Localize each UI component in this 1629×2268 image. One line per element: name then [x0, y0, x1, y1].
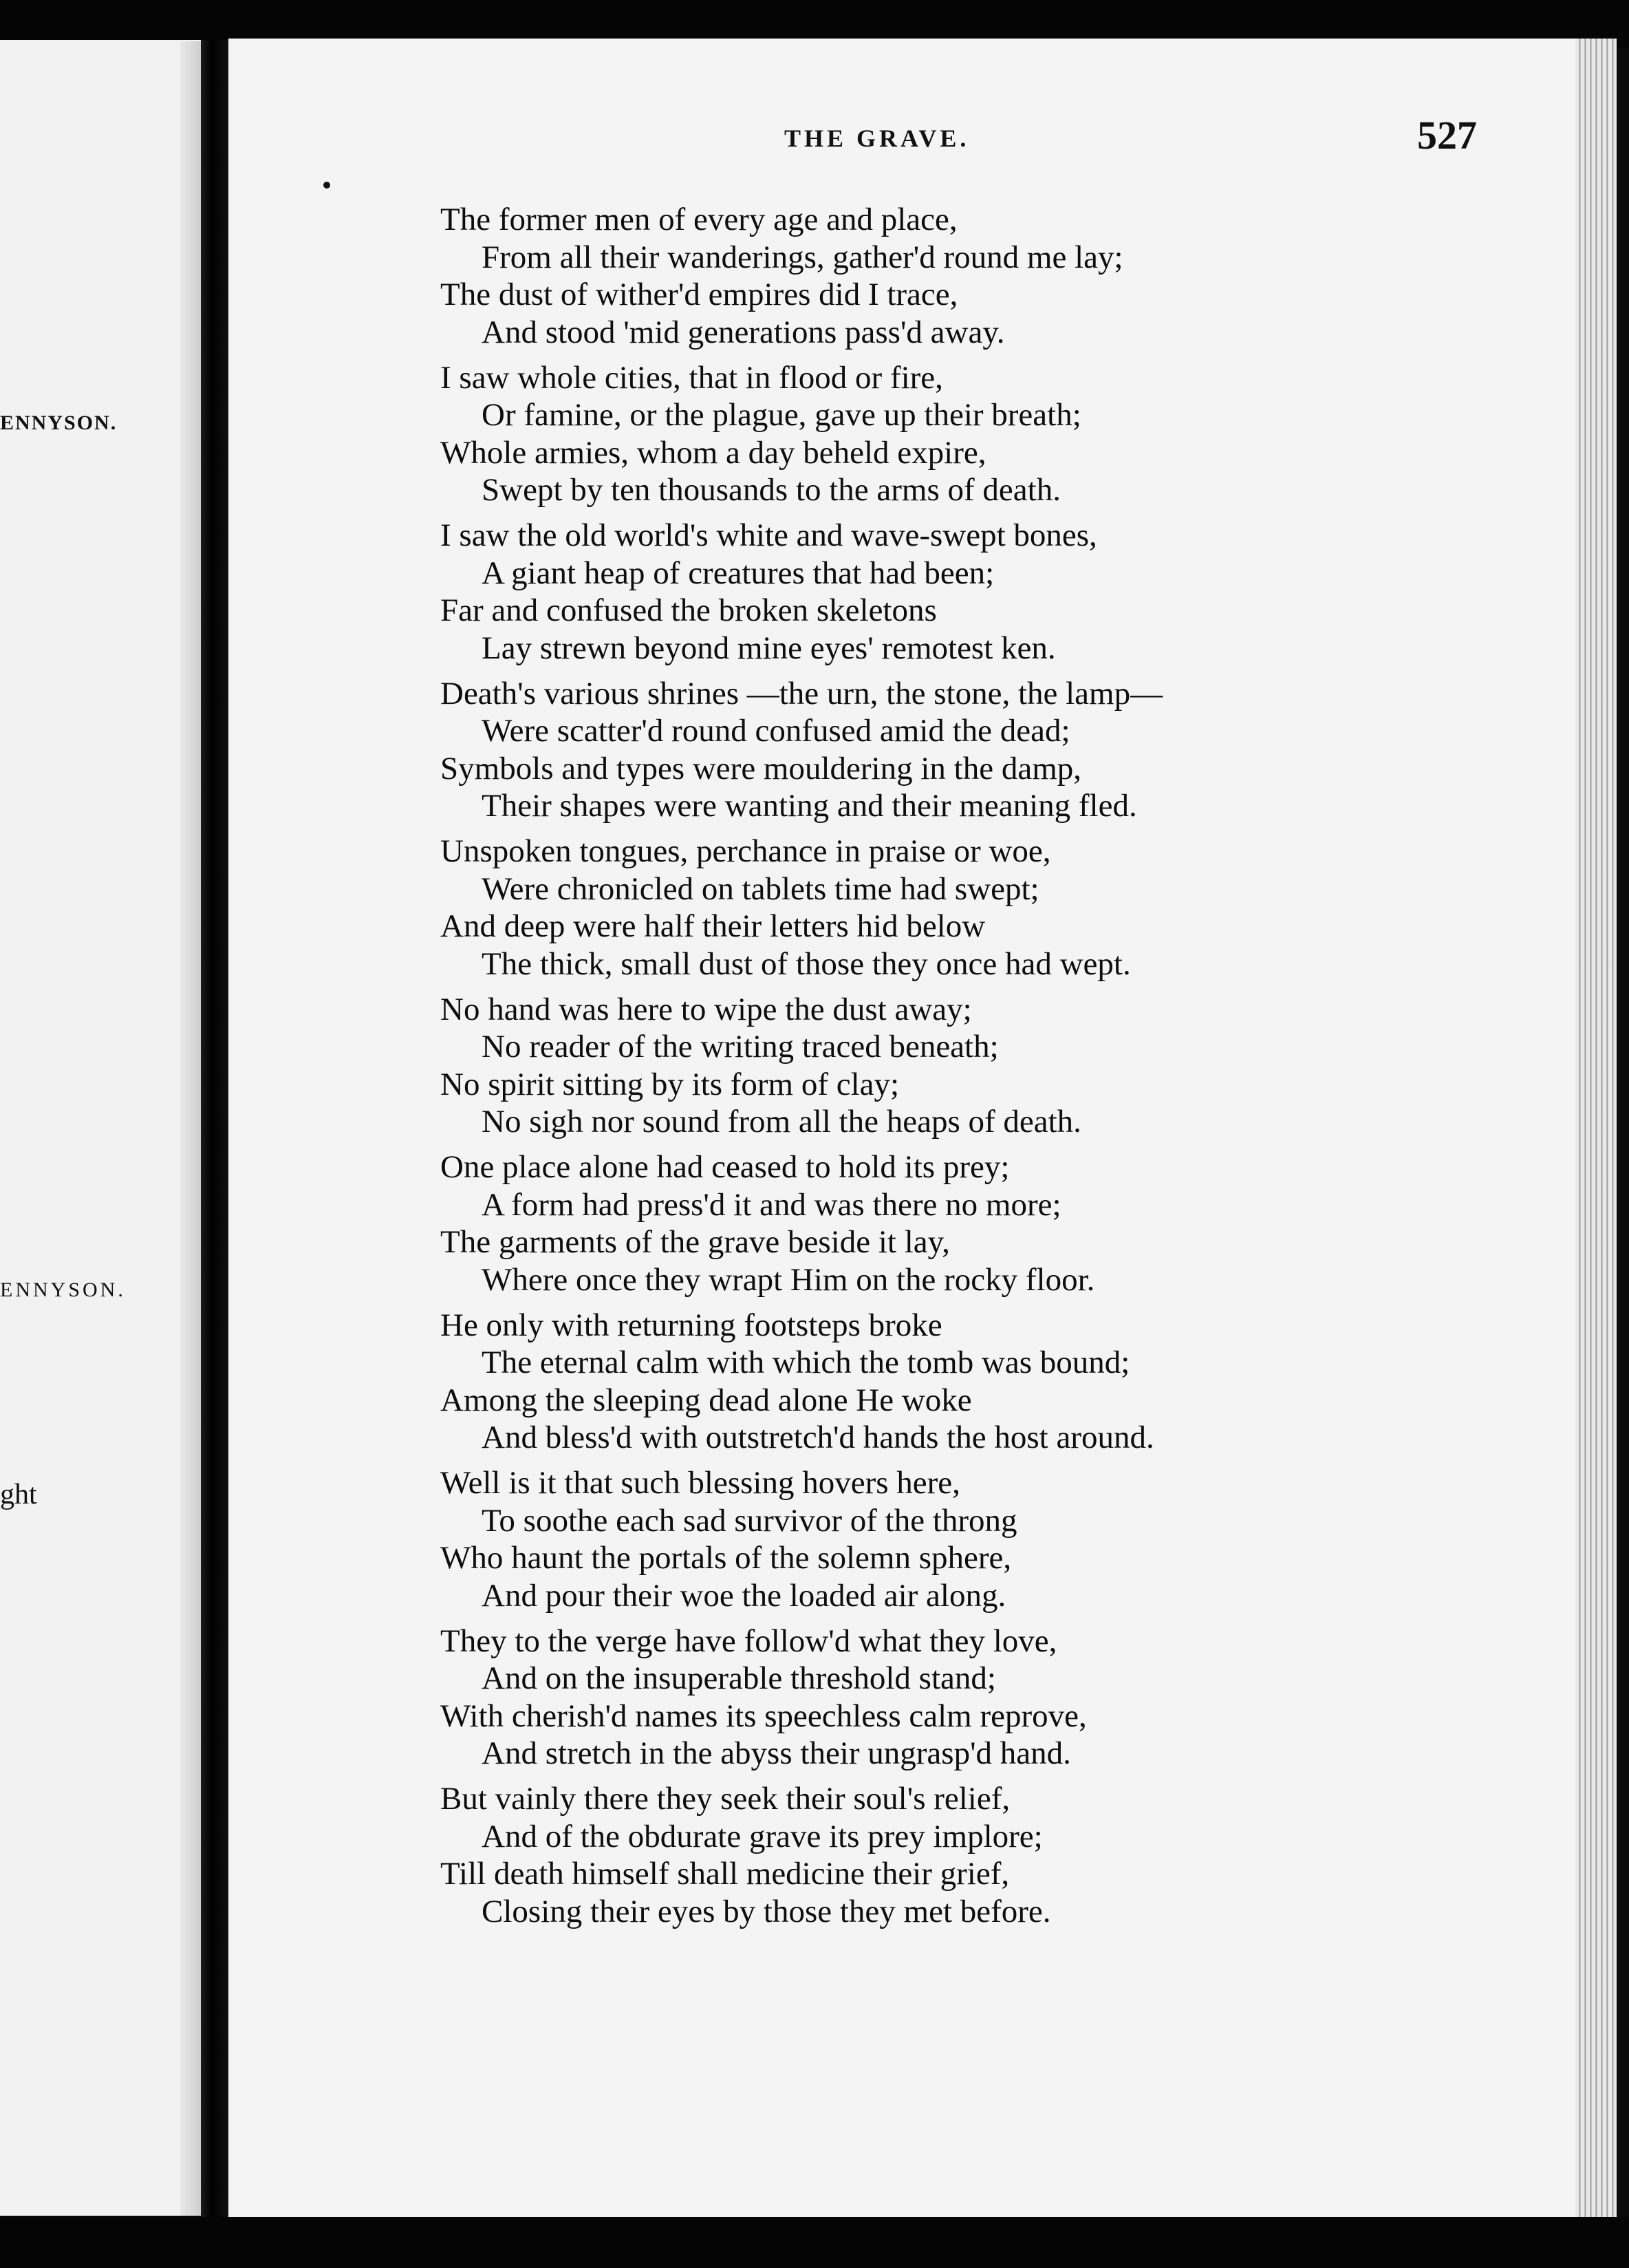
poem-line: Unspoken tongues, perchance in praise or woe,: [440, 833, 1051, 869]
stanza: [440, 1148, 1431, 1298]
facing-page-edge: [180, 41, 201, 2216]
facing-page: [0, 40, 202, 2216]
poem-line: I saw whole cities, that in flood or fire,: [440, 359, 943, 396]
poem-line: Lay strewn beyond mine eyes' remotest ken.: [482, 630, 1056, 666]
facing-page-fragment: ENNYSON.: [0, 1279, 126, 1301]
poem-line: And of the obdurate grave its prey implore;: [482, 1818, 1043, 1854]
poem-line: He only with returning footsteps broke: [440, 1307, 942, 1343]
poem-line: To soothe each sad survivor of the throng: [482, 1502, 1017, 1539]
poem-line: And bless'd with outstretch'd hands the host around.: [482, 1420, 1154, 1455]
poem-line: The eternal calm with which the tomb was bound;: [482, 1345, 1130, 1380]
poem-line: And stood 'mid generations pass'd away.: [482, 314, 1005, 350]
poem-line: Far and confused the broken skeletons: [440, 592, 937, 628]
page-number: 527: [1417, 113, 1477, 158]
poem-line: No spirit sitting by its form of clay;: [440, 1066, 900, 1102]
poem-line: And on the insuperable threshold stand;: [482, 1660, 996, 1696]
poem-line: With cherish'd names its speechless calm reprove,: [440, 1698, 1087, 1734]
poem-line: I saw the old world's white and wave-swept bones,: [440, 517, 1097, 553]
poem-line: The former men of every age and place,: [440, 202, 958, 237]
poem-line: A form had press'd it and was there no more;: [482, 1186, 1061, 1223]
facing-page-fragment: ght: [0, 1479, 37, 1510]
running-head: THE GRAVE.: [784, 125, 970, 152]
poem-line: No reader of the writing traced beneath;: [482, 1029, 999, 1065]
poem-line: Where once they wrapt Him on the rocky floor.: [482, 1261, 1095, 1298]
facing-page-fragment: ENNYSON.: [0, 411, 118, 434]
poem-line: And stretch in the abyss their ungrasp'd hand.: [482, 1735, 1071, 1771]
poem-line: The thick, small dust of those they once had wept.: [482, 945, 1131, 982]
stanza: [440, 1623, 1431, 1773]
page-edges: [1575, 39, 1617, 2240]
poem-line: Closing their eyes by those they met before.: [482, 1893, 1051, 1929]
poem-line: No hand was here to wipe the dust away;: [440, 991, 972, 1027]
stanza: [440, 517, 1431, 667]
poem-line: Symbols and types were mouldering in the damp,: [440, 750, 1082, 787]
poem-line: One place alone had ceased to hold its prey;: [440, 1149, 1010, 1185]
stanza: [440, 359, 1431, 509]
poem-line: A giant heap of creatures that had been;: [482, 555, 995, 591]
poem-line: From all their wanderings, gather'd round me lay;: [482, 239, 1123, 275]
poem-line: Were scatter'd round confused amid the dead;: [482, 713, 1070, 749]
poem-line: Death's various shrines —the urn, the stone, the lamp—: [440, 675, 1163, 712]
poem-line: No sigh nor sound from all the heaps of death.: [482, 1104, 1081, 1140]
poem-line: And deep were half their letters hid below: [440, 908, 986, 944]
stanza: [440, 201, 1431, 351]
poem-line: And pour their woe the loaded air along.: [482, 1577, 1006, 1614]
ink-speck: [323, 182, 330, 189]
stanza: [440, 1307, 1431, 1457]
poem-line: Whole armies, whom a day beheld expire,: [440, 434, 986, 471]
book-gutter: [201, 40, 228, 2242]
poem-line: Till death himself shall medicine their grief,: [440, 1856, 1010, 1892]
poem-line: Or famine, or the plague, gave up their breath;: [482, 397, 1081, 433]
poem-body: [440, 201, 1431, 1938]
scan-bottom-border: [0, 2217, 1629, 2268]
poem-line: The dust of wither'd empires did I trace,: [440, 277, 958, 312]
poem-line: Well is it that such blessing hovers here,: [440, 1465, 960, 1501]
poem-line: Among the sleeping dead alone He woke: [440, 1382, 972, 1418]
poem-line: They to the verge have follow'd what they love,: [440, 1623, 1057, 1659]
poem-line: The garments of the grave beside it lay,: [440, 1224, 950, 1260]
stanza: [440, 675, 1431, 825]
stanza: [440, 1780, 1431, 1930]
poem-line: But vainly there they seek their soul's relief,: [440, 1781, 1011, 1817]
poem-line: Their shapes were wanting and their meaning fled.: [482, 788, 1137, 824]
poem-line: Were chronicled on tablets time had swept;: [482, 870, 1039, 907]
poem-line: Who haunt the portals of the solemn sphere,: [440, 1540, 1012, 1576]
stanza: [440, 833, 1431, 983]
poem-line: Swept by ten thousands to the arms of death.: [482, 472, 1061, 508]
stanza: [440, 991, 1431, 1141]
stanza: [440, 1464, 1431, 1614]
